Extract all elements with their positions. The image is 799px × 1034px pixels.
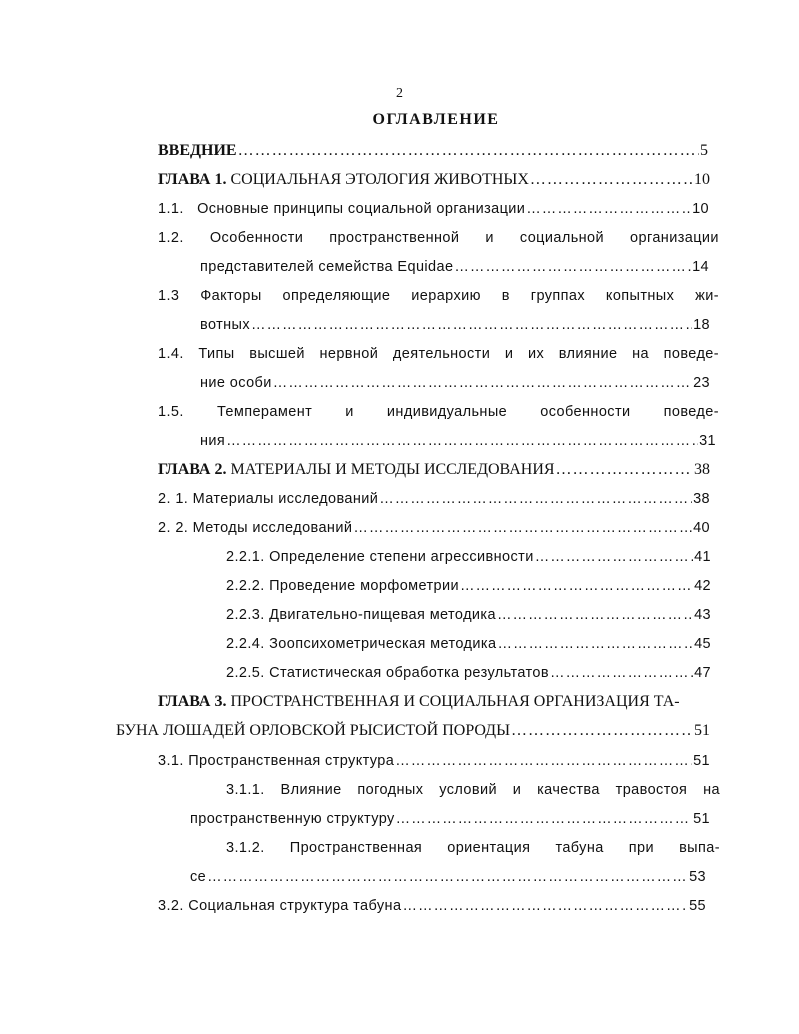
entry-text: МАТЕРИАЛЫ И МЕТОДЫ ИССЛЕДОВАНИЯ <box>230 461 555 478</box>
word: 1.2. <box>158 230 184 246</box>
entry-text: пространственную структуру <box>190 811 395 827</box>
word: группах <box>530 288 586 304</box>
toc-entry-1-2-line1 <box>158 228 719 248</box>
word: поведе- <box>663 346 719 362</box>
toc-entry-chapter-2[interactable] <box>158 460 710 480</box>
entry-text: 3.1. Пространственная структура <box>158 753 395 769</box>
leader-dots <box>550 663 693 683</box>
word: условий <box>439 782 497 798</box>
toc-entry-2-2-4[interactable] <box>226 634 711 654</box>
word: определяющие <box>282 288 391 304</box>
word: Типы <box>198 346 235 362</box>
entry-page: 10 <box>692 201 709 217</box>
entry-text: 2.2.1. Определение степени агрессивности <box>226 549 534 565</box>
entry-page: 45 <box>694 636 711 652</box>
entry-page: 5 <box>700 142 708 159</box>
toc-entry-1-1[interactable] <box>158 199 709 219</box>
toc-entry-2-2-5[interactable] <box>226 663 711 683</box>
toc-entry-3-1-2[interactable] <box>190 867 706 887</box>
leader-dots <box>526 199 691 219</box>
entry-page: 14 <box>692 259 709 275</box>
word: и <box>345 404 354 420</box>
chapter-label: ГЛАВА 2. <box>158 461 227 478</box>
word: Темперамент <box>216 404 313 420</box>
toc-entry-chapter-3-line1 <box>158 692 723 712</box>
toc-entry-3-1[interactable] <box>158 751 710 771</box>
word: особенности <box>540 404 631 420</box>
entry-text: 3.2. Социальная структура табуна <box>158 898 402 914</box>
word: жи- <box>695 288 719 304</box>
toc-entry-1-3-line1 <box>158 286 719 306</box>
entry-number: 1.1. <box>158 201 184 217</box>
word: пространственной <box>329 230 460 246</box>
entry-text: ПРОСТРАНСТВЕННАЯ И СОЦИАЛЬНАЯ ОРГАНИЗАЦИЯ ТА- <box>230 693 680 710</box>
chapter-label: ГЛАВА 1. <box>158 171 227 188</box>
chapter-label: ГЛАВА 3. <box>158 693 227 710</box>
entry-page: 38 <box>694 461 710 478</box>
word: нервной <box>319 346 379 362</box>
toc-entry-1-4[interactable] <box>200 373 710 393</box>
toc-entry-1-5[interactable] <box>200 431 716 451</box>
word: травостоя <box>615 782 688 798</box>
leader-dots <box>238 141 699 161</box>
entry-page: 47 <box>694 665 711 681</box>
entry-page: 55 <box>689 898 706 914</box>
entry-text: 2.2.2. Проведение морфометрии <box>226 578 460 594</box>
toc-entry-1-3[interactable] <box>200 315 710 335</box>
word: индивидуальные <box>386 404 508 420</box>
toc-entry-3-1-1-line1 <box>226 780 720 800</box>
word: организации <box>630 230 719 246</box>
leader-dots <box>396 809 692 829</box>
leader-dots <box>251 315 692 335</box>
word: копытных <box>605 288 675 304</box>
word: деятельности <box>392 346 491 362</box>
entry-page: 42 <box>694 578 711 594</box>
entry-page: 18 <box>693 317 710 333</box>
leader-dots <box>207 867 688 887</box>
entry-text: СОЦИАЛЬНАЯ ЭТОЛОГИЯ ЖИВОТНЫХ <box>230 171 529 188</box>
word: и <box>504 346 514 362</box>
word: 3.1.1. <box>226 782 265 798</box>
leader-dots <box>556 460 693 480</box>
leader-dots <box>379 489 692 509</box>
leader-dots <box>535 547 693 567</box>
word: Факторы <box>200 288 262 304</box>
entry-page: 23 <box>693 375 710 391</box>
toc-entry-3-1-2-line1 <box>226 838 720 858</box>
toc-entry-chapter-3[interactable] <box>116 721 710 741</box>
word: 1.5. <box>158 404 184 420</box>
leader-dots <box>395 751 692 771</box>
toc-entry-2-2[interactable] <box>158 518 710 538</box>
entry-label: ВВЕДНИЕ <box>158 142 237 159</box>
entry-page: 40 <box>693 520 710 536</box>
leader-dots <box>402 896 688 916</box>
word: при <box>628 840 654 856</box>
word: выпа- <box>679 840 720 856</box>
toc-entry-2-2-2[interactable] <box>226 576 711 596</box>
word: Пространственная <box>289 840 423 856</box>
entry-page: 38 <box>693 491 710 507</box>
leader-dots <box>454 257 691 277</box>
toc-entry-3-1-1[interactable] <box>190 809 710 829</box>
entry-text: 2. 2. Методы исследований <box>158 520 353 536</box>
entry-page: 51 <box>693 753 710 769</box>
leader-dots <box>353 518 692 538</box>
toc-entry-3-2[interactable] <box>158 896 706 916</box>
toc-entry-1-5-line1 <box>158 402 719 422</box>
word: и <box>512 782 522 798</box>
leader-dots <box>273 373 692 393</box>
entry-text: представителей семейства Equidae <box>200 259 454 275</box>
word: погодных <box>357 782 424 798</box>
word: их <box>527 346 545 362</box>
entry-text: БУНА ЛОШАДЕЙ ОРЛОВСКОЙ РЫСИСТОЙ ПОРОДЫ <box>116 722 511 739</box>
entry-text: 2.2.3. Двигательно-пищевая методика <box>226 607 496 623</box>
word: 3.1.2. <box>226 840 265 856</box>
leader-dots <box>530 170 693 190</box>
page-number: 2 <box>396 86 403 101</box>
word: на <box>703 782 720 798</box>
toc-entry-2-1[interactable] <box>158 489 710 509</box>
entry-page: 51 <box>693 811 710 827</box>
toc-entry-1-4-line1 <box>158 344 719 364</box>
entry-text: 2.2.5. Статистическая обработка результатов <box>226 665 549 681</box>
entry-text: ния <box>200 433 226 449</box>
entry-page: 10 <box>694 171 710 188</box>
toc-entry-2-2-1[interactable] <box>226 547 711 567</box>
entry-text: се <box>190 869 207 885</box>
word: поведе- <box>663 404 719 420</box>
entry-page: 53 <box>689 869 706 885</box>
word: 1.3 <box>158 288 180 304</box>
toc-entry-1-2[interactable] <box>200 257 709 277</box>
word: иерархию <box>411 288 481 304</box>
leader-dots <box>226 431 698 451</box>
leader-dots <box>460 576 693 596</box>
word: и <box>485 230 494 246</box>
word: влияние <box>558 346 618 362</box>
word: ориентация <box>447 840 531 856</box>
entry-text: Основные принципы социальной организации <box>197 201 526 217</box>
entry-text: 2. 1. Материалы исследований <box>158 491 379 507</box>
entry-page: 31 <box>699 433 716 449</box>
leader-dots <box>497 605 693 625</box>
toc-entry-2-2-3[interactable] <box>226 605 711 625</box>
entry-page: 43 <box>694 607 711 623</box>
word: 1.4. <box>158 346 184 362</box>
leader-dots <box>511 721 693 741</box>
toc-entry-chapter-1[interactable] <box>158 170 710 190</box>
word: Влияние <box>280 782 342 798</box>
entry-text: 2.2.4. Зоопсихометрическая методика <box>226 636 497 652</box>
entry-page: 51 <box>694 722 710 739</box>
entry-page: 41 <box>694 549 711 565</box>
toc-title: ОГЛАВЛЕНИЕ <box>372 111 500 128</box>
word: в <box>501 288 510 304</box>
entry-text: вотных <box>200 317 251 333</box>
word: высшей <box>249 346 305 362</box>
word: на <box>632 346 650 362</box>
word: социальной <box>519 230 605 246</box>
toc-entry-intro[interactable] <box>158 141 708 161</box>
word: табуна <box>555 840 604 856</box>
word: качества <box>537 782 600 798</box>
leader-dots <box>497 634 693 654</box>
entry-text: ние особи <box>200 375 272 391</box>
word: Особенности <box>209 230 304 246</box>
